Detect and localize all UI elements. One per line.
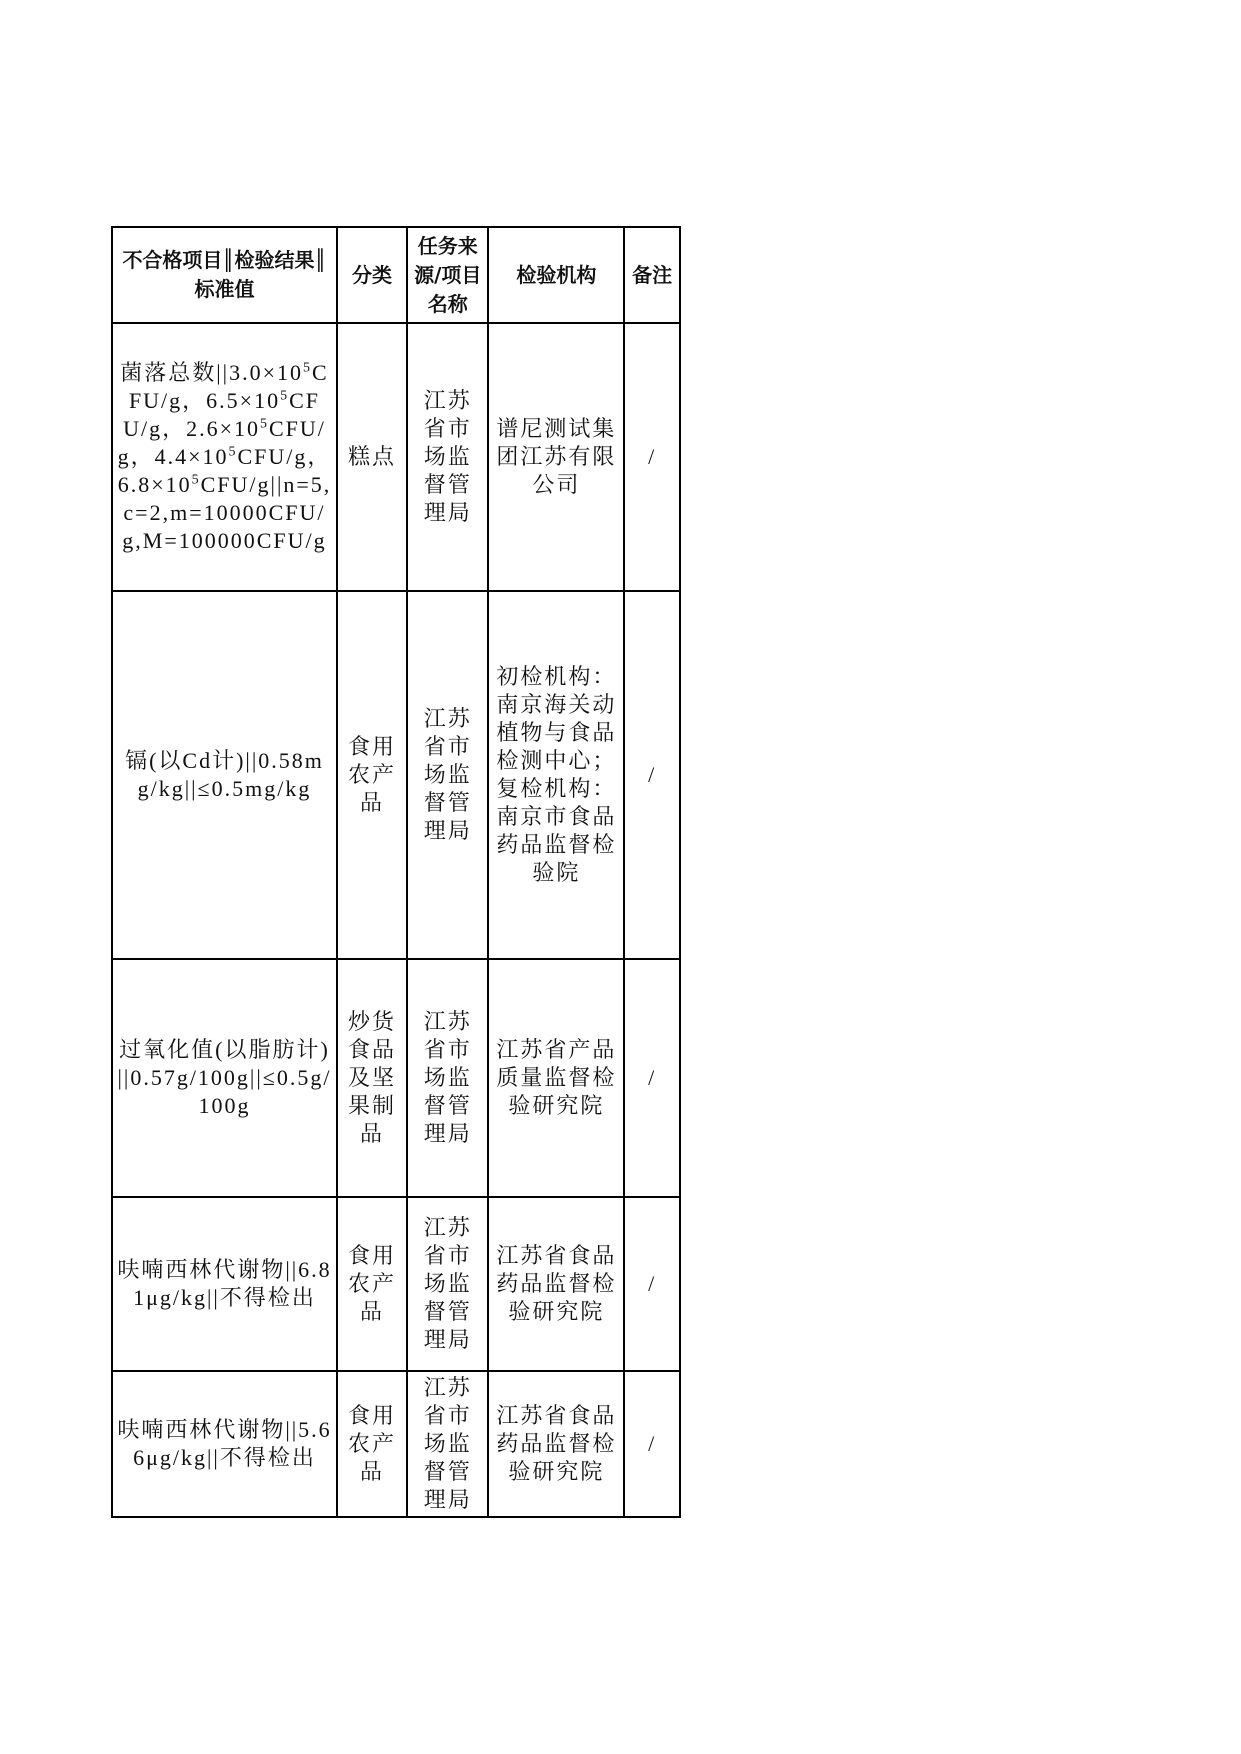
source-cell: 江苏省市场监督管理局 xyxy=(407,1197,488,1371)
table-row xyxy=(112,1197,680,1371)
institution-cell: 初检机构：南京海关动植物与食品检测中心；复检机构：南京市食品药品监督检验院 xyxy=(488,591,624,959)
header-source: 任务来源/项目名称 xyxy=(407,227,488,323)
header-institution: 检验机构 xyxy=(488,227,624,323)
result-part: CFU/g，2.6×10 xyxy=(123,388,321,441)
result-superscript: 5 xyxy=(228,444,238,460)
result-cell xyxy=(112,591,337,959)
category-cell: 糕点 xyxy=(337,323,407,591)
source-cell: 江苏省市场监督管理局 xyxy=(407,591,488,959)
table-row xyxy=(112,959,680,1197)
source-cell: 江苏省市场监督管理局 xyxy=(407,959,488,1197)
note-cell: / xyxy=(624,323,680,591)
category-cell: 食用农产品 xyxy=(337,1197,407,1371)
institution-cell: 江苏省食品药品监督检验研究院 xyxy=(488,1197,624,1371)
result-part: CFU/g，4.4×10 xyxy=(117,416,326,469)
source-cell: 江苏省市场监督管理局 xyxy=(407,1371,488,1517)
institution-cell: 江苏省食品药品监督检验研究院 xyxy=(488,1371,624,1517)
result-cell xyxy=(112,1197,337,1371)
header-note: 备注 xyxy=(624,227,680,323)
category-cell: 炒货食品及坚果制品 xyxy=(337,959,407,1197)
result-cell xyxy=(112,959,337,1197)
result-part: 镉(以Cd计)||0.58mg/kg||≤0.5mg/kg xyxy=(125,748,324,801)
note-cell: / xyxy=(624,1371,680,1517)
table-row xyxy=(112,323,680,591)
result-cell xyxy=(112,323,337,591)
header-category: 分类 xyxy=(337,227,407,323)
result-part: 菌落总数||3.0×10 xyxy=(120,360,303,385)
institution-cell: 谱尼测试集团江苏有限公司 xyxy=(488,323,624,591)
institution-cell: 江苏省产品质量监督检验研究院 xyxy=(488,959,624,1197)
header-row xyxy=(112,227,680,323)
table-row xyxy=(112,1371,680,1517)
source-cell: 江苏省市场监督管理局 xyxy=(407,323,488,591)
header-item: 不合格项目║检验结果║标准值 xyxy=(112,227,337,323)
result-cell xyxy=(112,1371,337,1517)
category-cell: 食用农产品 xyxy=(337,1371,407,1517)
note-cell: / xyxy=(624,959,680,1197)
table-row xyxy=(112,591,680,959)
result-part: CFU/g，6.5×10 xyxy=(128,360,329,413)
category-cell: 食用农产品 xyxy=(337,591,407,959)
result-part: 过氧化值(以脂肪计)||0.57g/100g||≤0.5g/100g xyxy=(117,1037,332,1118)
result-part: 呋喃西林代谢物||6.81μg/kg||不得检出 xyxy=(117,1257,332,1310)
result-superscript: 5 xyxy=(191,472,201,488)
result-part: 呋喃西林代谢物||5.66μg/kg||不得检出 xyxy=(117,1417,332,1470)
result-superscript: 5 xyxy=(280,388,290,404)
note-cell: / xyxy=(624,1197,680,1371)
result-superscript: 5 xyxy=(259,416,269,432)
result-superscript: 5 xyxy=(303,360,312,376)
inspection-table xyxy=(111,226,681,1518)
result-part: CFU/g||n=5,c=2,m=10000CFU/g,M=100000CFU/g xyxy=(122,472,332,553)
result-part: CFU/g，6.8×10 xyxy=(117,444,332,497)
note-cell: / xyxy=(624,591,680,959)
